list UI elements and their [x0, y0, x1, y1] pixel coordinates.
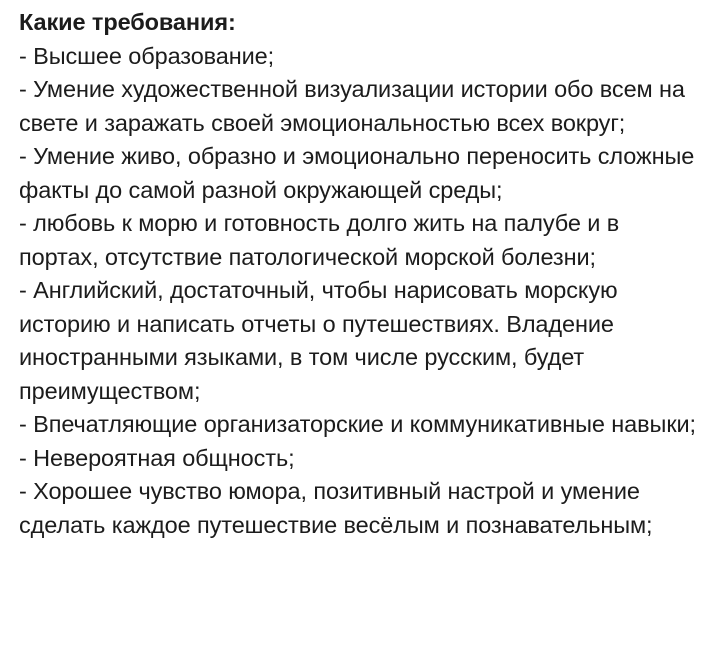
requirement-item-love-of-sea: - любовь к морю и готовность долго жить на палубе и в портах, отсутствие патологической морской болезни; [19, 210, 620, 270]
requirement-item-organizational-skills: - Впечатляющие организаторские и коммуникативные навыки; [19, 411, 696, 437]
requirement-item-visualization: - Умение художественной визуализации истории обо всем на свете и заражать своей эмоциональностью всех вокруг; [19, 76, 685, 136]
requirement-item-education: - Высшее образование; [19, 42, 275, 69]
requirement-item-emotional-transfer: - Умение живо, образно и эмоционально переносить сложные факты до самой разной окружающей среды; [19, 143, 695, 203]
requirements-heading: Какие требования: [19, 9, 236, 35]
requirements-list [19, 40, 699, 543]
requirements-document [19, 6, 699, 542]
requirement-item-sociability: - Невероятная общность; [19, 444, 295, 471]
requirement-item-humor: - Хорошее чувство юмора, позитивный настрой и умение сделать каждое путешествие весёлым и познавательным; [19, 478, 653, 538]
requirement-item-english: - Английский, достаточный, чтобы нарисовать морскую историю и написать отчеты о путешествиях. Владение иностранными языками, в том числе русским, будет преимуществом; [19, 277, 618, 404]
